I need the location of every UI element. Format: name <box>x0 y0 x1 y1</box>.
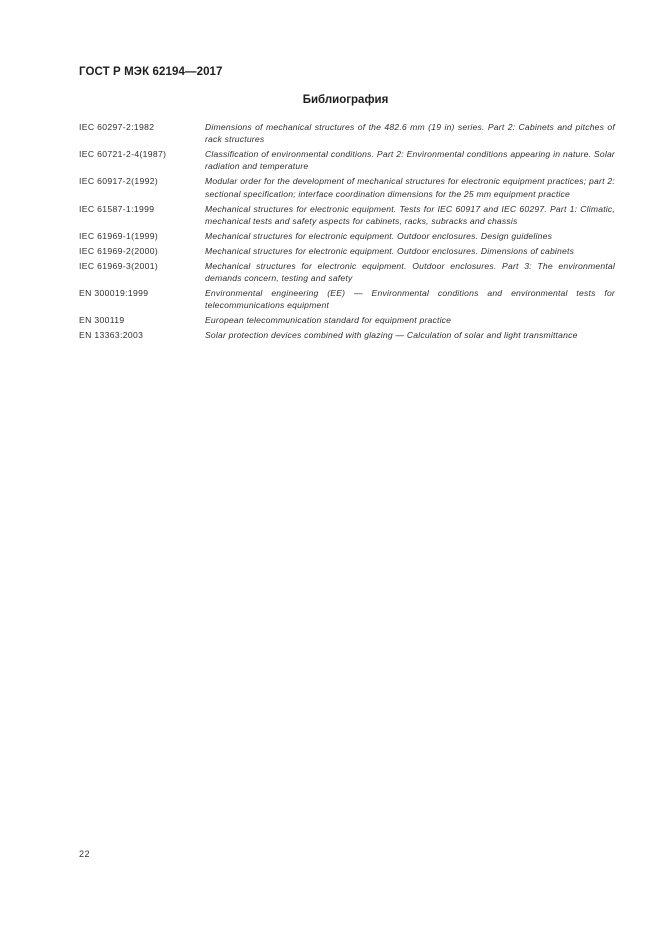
entry-reference: EN 13363:2003 <box>79 330 144 341</box>
entry-reference: IEC 60917-2(1992) <box>79 176 159 187</box>
bibliography-entry <box>79 230 615 242</box>
entry-title: Modular order for the development of mechanical structures for electronic equipment practices; part 2: sectional specification; interface coordination dimensions for the 25 mm equipment practice <box>205 176 615 199</box>
entry-reference: IEC 61969-1(1999) <box>79 230 159 241</box>
page-number: 22 <box>79 849 91 859</box>
bibliography-entry <box>79 329 615 341</box>
section-title: Библиография <box>302 94 389 106</box>
entry-reference: IEC 61969-3(2001) <box>79 260 159 271</box>
bibliography-list <box>79 121 615 344</box>
entry-reference: IEC 61969-2(2000) <box>79 245 159 256</box>
entry-reference: IEC 60721-2-4(1987) <box>79 149 167 160</box>
bibliography-entry <box>79 314 615 326</box>
bibliography-entry <box>79 121 615 145</box>
document-header: ГОСТ Р МЭК 62194—2017 <box>79 66 223 78</box>
entry-reference: EN 300119 <box>79 315 125 326</box>
entry-title: Solar protection devices combined with glazing — Calculation of solar and light transmittance <box>205 330 578 341</box>
bibliography-entry <box>79 175 615 199</box>
entry-title: Classification of environmental conditions. Part 2: Environmental conditions appearing in nature. Solar radiation and temperature <box>205 149 615 172</box>
bibliography-entry <box>79 245 615 257</box>
entry-title: Mechanical structures for electronic equipment. Tests for IEC 60917 and IEC 60297. Part 1: Climatic, mechanical tests and safety aspects for cabinets, racks, subracks and chassis <box>205 203 615 226</box>
entry-reference: EN 300019:1999 <box>79 288 149 299</box>
bibliography-entry <box>79 287 615 311</box>
entry-title: Mechanical structures for electronic equipment. Outdoor enclosures. Part 3: The environmental demands concern, testing and safety <box>205 260 615 284</box>
entry-title: Mechanical structures for electronic equipment. Outdoor enclosures. Design guidelines <box>205 230 553 241</box>
entry-reference: IEC 61587-1:1999 <box>79 203 155 214</box>
entry-title: European telecommunication standard for equipment practice <box>205 315 452 326</box>
entry-title: Mechanical structures for electronic equipment. Outdoor enclosures. Dimensions of cabinets <box>205 245 575 256</box>
bibliography-entry <box>79 260 615 284</box>
entry-reference: IEC 60297-2:1982 <box>79 122 155 132</box>
entry-title: Environmental engineering (EE) — Environmental conditions and environmental tests for telecommunications equipment <box>205 288 615 311</box>
entry-title: Dimensions of mechanical structures of the 482.6 mm (19 in) series. Part 2: Cabinets and pitches of rack structures <box>205 122 615 145</box>
bibliography-entry <box>79 148 615 172</box>
bibliography-entry <box>79 203 615 227</box>
